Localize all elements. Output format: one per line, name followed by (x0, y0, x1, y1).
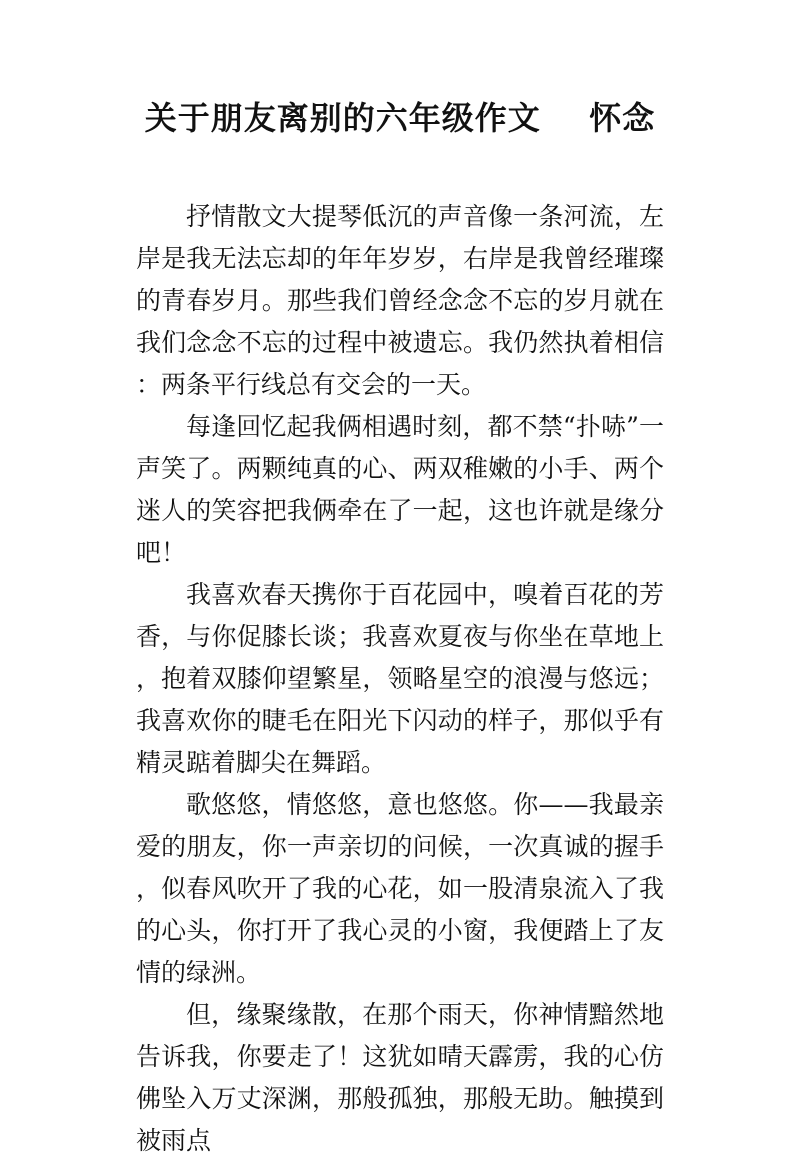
paragraph-2: 每逢回忆起我俩相遇时刻，都不禁“扑哧”一声笑了。两颗纯真的心、两双稚嫩的小手、两个迷人的笑容把我俩牵在了一起，这也许就是缘分吧！ (136, 412, 664, 567)
document-body (136, 196, 664, 1162)
paragraph-4: 歌悠悠，情悠悠，意也悠悠。你——我最亲爱的朋友，你一声亲切的问候，一次真诚的握手，似春风吹开了我的心花，如一股清泉流入了我的心头，你打开了我心灵的小窗，我便踏上了友情的绿洲。 (136, 790, 664, 987)
paragraph-3: 我喜欢春天携你于百花园中，嗅着百花的芳香，与你促膝长谈；我喜欢夏夜与你坐在草地上，抱着双膝仰望繁星，领略星空的浪漫与悠远；我喜欢你的睫毛在阳光下闪动的样子，那似乎有精灵踮着脚尖在舞蹈。 (136, 580, 664, 777)
paragraph-5: 但，缘聚缘散，在那个雨天，你神情黯然地告诉我，你要走了！这犹如晴天霹雳，我的心仿佛坠入万丈深渊，那般孤独，那般无助。触摸到被雨点 (136, 1000, 664, 1155)
paragraph-1: 抒情散文大提琴低沉的声音像一条河流，左岸是我无法忘却的年年岁岁，右岸是我曾经璀璨的青春岁月。那些我们曾经念念不忘的岁月就在我们念念不忘的过程中被遗忘。我仍然执着相信：两条平行线总有交会的一天。 (136, 202, 664, 399)
document-title: 关于朋友离别的六年级作文 怀念 (144, 99, 656, 137)
